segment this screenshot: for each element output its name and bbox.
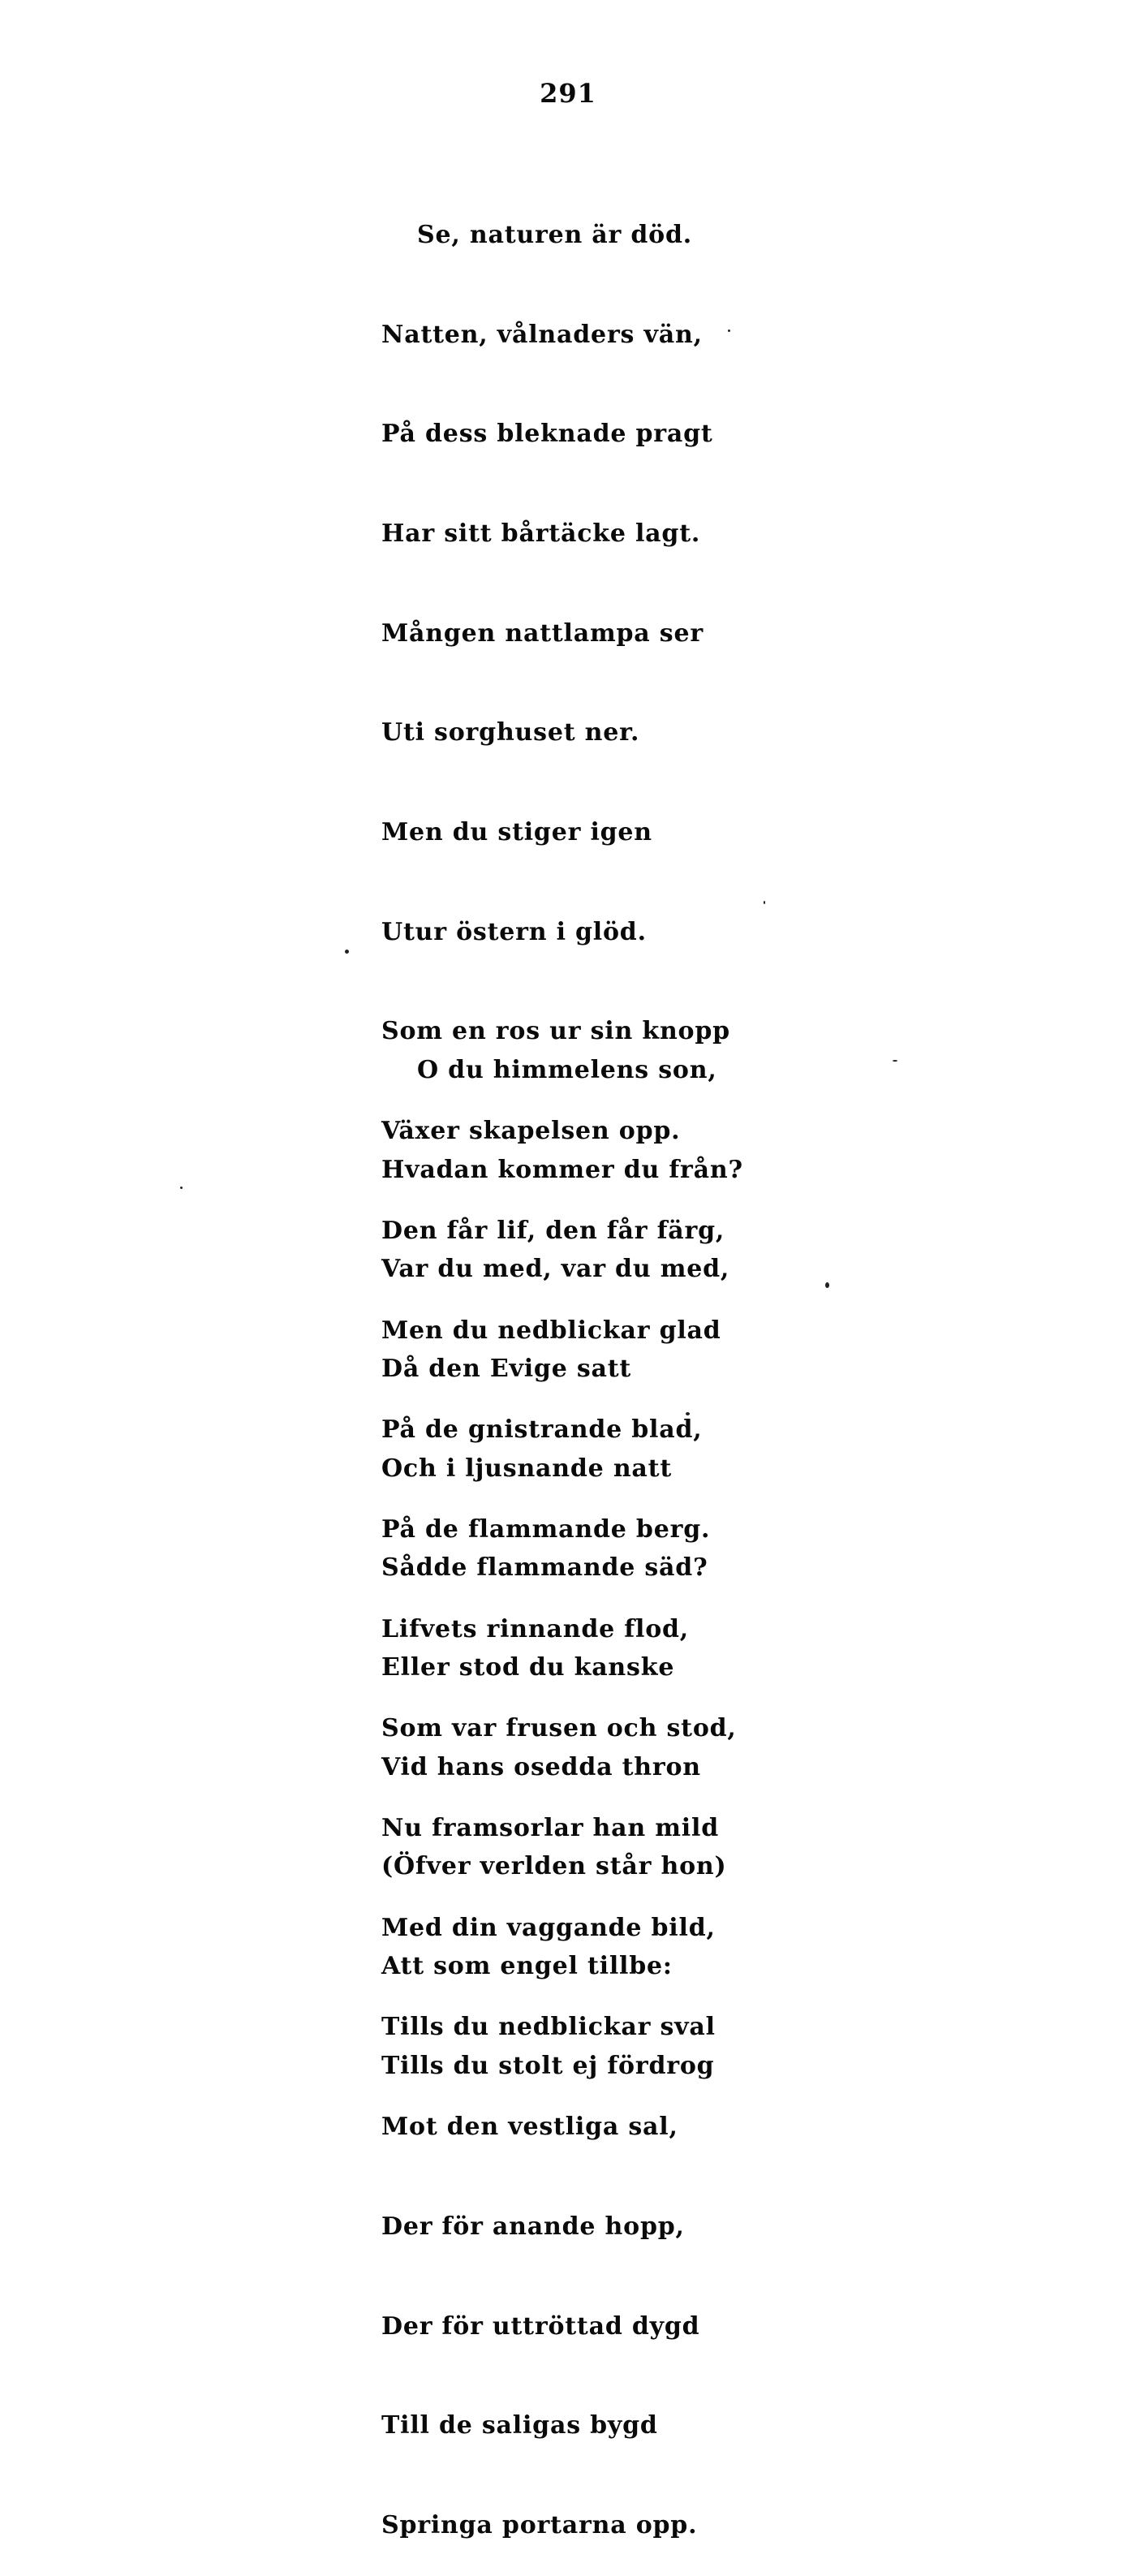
- poem-line: Men du nedblickar glad: [381, 1316, 721, 1345]
- scan-speck: [825, 1282, 829, 1288]
- poem-line: Men du stiger igen: [381, 818, 652, 847]
- poem-line: Med din vaggande bild,: [381, 1913, 716, 1942]
- scan-speck: [893, 1060, 897, 1062]
- poem-line: Till de saligas bygd: [381, 2411, 658, 2440]
- poem-line: Mot den vestliga sal,: [381, 2113, 678, 2142]
- scan-speck: [180, 1187, 183, 1189]
- poem-line: Växer skapelsen opp.: [381, 1117, 681, 1146]
- scan-speck: [764, 901, 765, 904]
- scan-speck: [686, 1412, 690, 1415]
- poem-line: Att som engel tillbe:: [381, 1952, 673, 1981]
- poem-line: Sådde flammande säd?: [381, 1553, 708, 1583]
- poem-stanza-2: [381, 988, 743, 2117]
- poem-line: Som var frusen och stod,: [381, 1714, 737, 1743]
- poem-line: Se, naturen är död.: [417, 220, 693, 249]
- poem-line: Mången nattlampa ser: [381, 618, 704, 648]
- poem-line: Den får lif, den får färg,: [381, 1216, 725, 1245]
- poem-line: Hvadan kommer du från?: [381, 1155, 743, 1184]
- page-number: 291: [540, 78, 596, 109]
- poem-line: På de gnistrande blad,: [381, 1415, 703, 1445]
- poem-line: Vid hans osedda thron: [381, 1752, 701, 1781]
- poem-line: Natten, vålnaders vän,: [381, 320, 703, 349]
- poem-line: Der för uttröttad dygd: [381, 2311, 700, 2341]
- poem-line: Var du med, var du med,: [381, 1255, 730, 1284]
- poem-line: Eller stod du kanske: [381, 1653, 675, 1682]
- scan-speck: [728, 330, 730, 332]
- poem-line: (Öfver verlden står hon): [381, 1852, 727, 1881]
- poem-line: Lifvets rinnande flod,: [381, 1614, 690, 1643]
- poem-line: Uti sorghuset ner.: [381, 718, 640, 747]
- poem-line: På dess bleknade pragt: [381, 420, 713, 449]
- poem-line: Som en ros ur sin knopp: [381, 1017, 730, 1046]
- poem-line: Springa portarna opp.: [381, 2510, 698, 2539]
- poem-line: Har sitt bårtäcke lagt.: [381, 519, 701, 548]
- poem-line: Der för anande hopp,: [381, 2212, 685, 2241]
- poem-line: O du himmelens son,: [417, 1055, 717, 1084]
- poem-line: Tills du stolt ej fördrog: [381, 2051, 715, 2080]
- poem-line: Nu framsorlar han mild: [381, 1814, 719, 1843]
- poem-line: Då den Evige satt: [381, 1354, 632, 1383]
- poem-line: Utur östern i glöd.: [381, 917, 647, 946]
- scan-speck: [345, 950, 349, 954]
- poem-line: Tills du nedblickar sval: [381, 2013, 716, 2042]
- poem-line: På de flammande berg.: [381, 1514, 711, 1544]
- poem-line: Och i ljusnande natt: [381, 1454, 672, 1483]
